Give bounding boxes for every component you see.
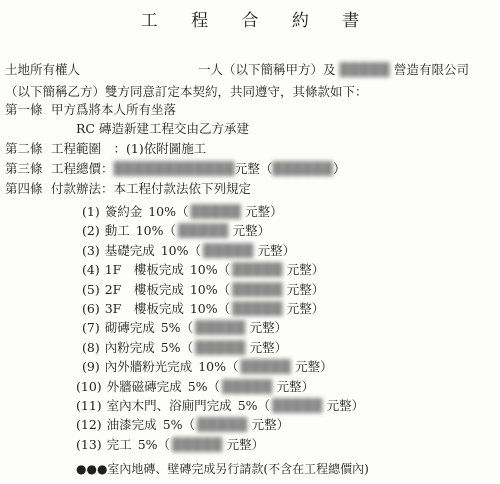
payment-number: (3)	[82, 242, 100, 258]
payment-number: (11)	[76, 398, 102, 413]
payment-percent: 10%（	[135, 223, 177, 239]
payment-stage: 室內木門、浴廁門完成	[106, 398, 232, 413]
payment-stage: 砌磚完成	[104, 320, 155, 336]
payment-item	[82, 320, 287, 336]
payment-number: (9)	[82, 359, 100, 375]
payment-amount-redacted: █████	[272, 398, 323, 413]
document-title: 工 程 合 約 書	[140, 11, 374, 31]
payment-item	[82, 204, 283, 220]
payment-stage: 油漆完成	[106, 417, 157, 433]
party-a-text: 一人（以下簡稱甲方）及	[197, 62, 336, 77]
payment-percent: 5%（	[162, 417, 196, 433]
article-1-line-2: RC 磚造新建工程交由乙方承建	[76, 121, 249, 136]
payment-amount-redacted: █████	[222, 378, 273, 394]
payment-amount-suffix: 元整）	[251, 417, 290, 433]
payment-number: (4)	[82, 262, 100, 278]
footnote: ●●●室內地磚、壁磚完成另行請款(不含在工程總價內)	[76, 462, 369, 476]
payment-amount-redacted: █████	[195, 320, 246, 336]
payment-item	[82, 359, 333, 375]
payment-percent: 5%（	[160, 320, 194, 336]
article-4	[5, 181, 251, 197]
article-text: 甲方爲將本人所有坐落	[51, 102, 177, 117]
payment-percent: 5%（	[160, 339, 194, 355]
payment-number: (2)	[82, 223, 100, 239]
payment-stage: 動工	[104, 223, 130, 239]
payment-number: (12)	[76, 417, 102, 433]
payment-item	[82, 301, 324, 317]
payment-amount-redacted: █████	[172, 436, 223, 452]
payment-number: (5)	[82, 281, 100, 297]
intro-line-1	[5, 62, 469, 78]
payment-percent: 10%（	[148, 204, 189, 219]
payment-percent: 10%（	[189, 301, 231, 316]
payment-item	[82, 282, 324, 298]
article-label: 第一條	[5, 102, 43, 117]
amount-close: ）	[333, 161, 346, 176]
payment-amount-suffix: 元整）	[232, 223, 271, 239]
article-text: 工程範圍 ：(1)依附圖施工	[51, 141, 207, 156]
payment-stage: 1F 樓板完成	[104, 262, 184, 278]
amount-suffix: 元整（	[234, 161, 273, 176]
payment-amount-suffix: 元整）	[286, 262, 325, 278]
payment-amount-suffix: 元整）	[286, 281, 325, 297]
payment-percent: 5%（	[137, 436, 171, 452]
payment-amount-suffix: 元整）	[276, 378, 315, 394]
payment-stage: 內外牆粉光完成	[104, 359, 193, 375]
article-label: 第四條	[5, 181, 43, 196]
article-2	[5, 141, 206, 157]
payment-amount-redacted: █████	[195, 339, 246, 355]
payment-percent: 10%（	[198, 359, 239, 375]
payment-amount-suffix: 元整）	[245, 204, 283, 219]
payment-amount-suffix: 元整）	[286, 301, 325, 316]
payment-amount-redacted: █████	[240, 359, 292, 375]
article-3	[5, 161, 346, 177]
payment-stage: 內粉完成	[104, 339, 155, 355]
payment-percent: 5%（	[237, 398, 271, 413]
payment-stage: 簽約金	[104, 204, 143, 219]
payment-item	[82, 340, 287, 356]
payment-amount-redacted: █████	[232, 262, 283, 278]
article-label: 第二條	[5, 141, 43, 156]
payment-number: (1)	[82, 204, 100, 219]
payment-amount-suffix: 元整）	[226, 436, 265, 452]
payment-amount-suffix: 元整）	[257, 242, 296, 258]
payment-amount-suffix: 元整）	[295, 359, 333, 375]
payment-item	[82, 262, 324, 278]
payment-amount-redacted: █████	[232, 281, 283, 297]
payment-stage: 外牆磁磚完成	[106, 378, 182, 394]
payment-number: (6)	[82, 301, 100, 316]
payment-stage: 3F 樓板完成	[104, 301, 184, 316]
payment-amount-suffix: 元整）	[249, 339, 288, 355]
article-text: 付款辦法：本工程付款法依下列規定	[51, 181, 252, 196]
payment-number: (10)	[76, 378, 102, 394]
payment-percent: 10%（	[189, 281, 231, 297]
payment-item	[82, 223, 270, 239]
article-text: 工程總價：	[51, 161, 114, 176]
payment-amount-redacted: █████	[232, 301, 283, 316]
payment-stage: 完工	[106, 436, 132, 452]
payment-percent: 5%（	[187, 378, 221, 394]
payment-stage: 基礎完成	[104, 242, 155, 258]
payment-item	[76, 379, 314, 395]
intro-line-2: （以下簡稱乙方）雙方同意訂定本契約，共同遵守，其條款如下：	[5, 84, 368, 99]
payment-percent: 10%（	[160, 242, 202, 258]
company-name-redacted: █████	[339, 62, 391, 77]
payment-amount-suffix: 元整）	[249, 320, 288, 336]
payment-item	[76, 398, 364, 414]
company-suffix: 營造有限公司	[394, 62, 470, 77]
payment-percent: 10%（	[189, 262, 231, 278]
owner-label: 土地所有權人	[5, 62, 81, 77]
payment-amount-redacted: █████	[197, 417, 248, 433]
payment-stage: 2F 樓板完成	[104, 281, 184, 297]
payment-amount-redacted: █████	[178, 223, 229, 239]
payment-number: (8)	[82, 339, 100, 355]
article-label: 第三條	[5, 161, 43, 176]
total-number-redacted: ██████	[272, 161, 334, 176]
payment-amount-redacted: █████	[190, 204, 242, 219]
payment-amount-redacted: █████	[203, 242, 254, 258]
payment-amount-suffix: 元整）	[326, 398, 365, 413]
article-1	[5, 102, 176, 118]
payment-item	[76, 437, 264, 453]
payment-number: (7)	[82, 320, 100, 336]
payment-item	[76, 417, 289, 433]
payment-number: (13)	[76, 436, 102, 452]
payment-item	[82, 243, 295, 259]
total-amount-redacted: ████████████	[113, 161, 235, 176]
